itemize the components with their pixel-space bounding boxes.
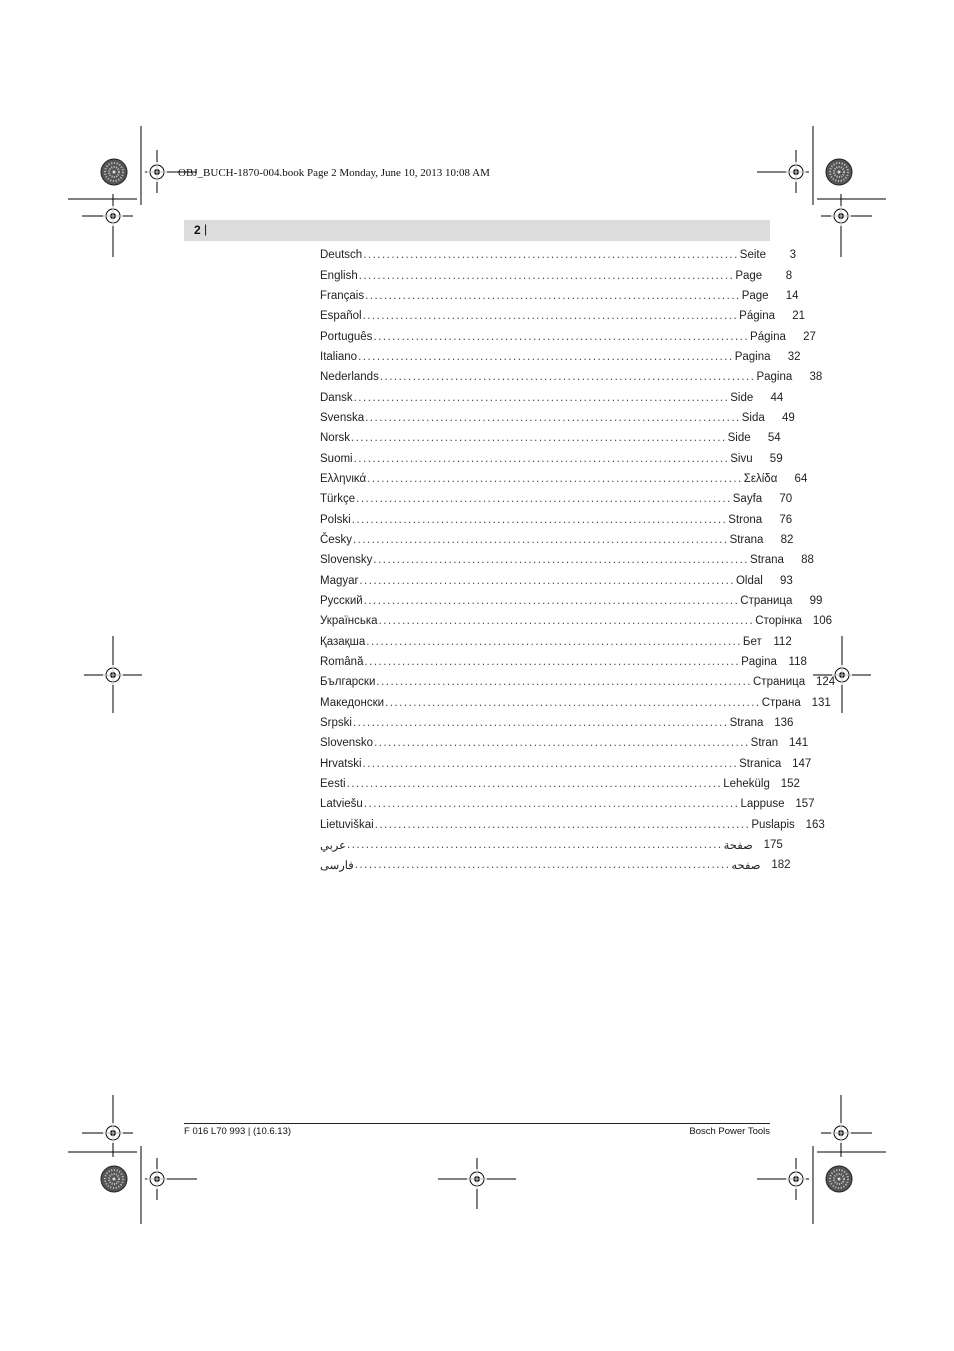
toc-page-number: 124 <box>815 676 836 689</box>
toc-page-number: 49 <box>781 411 795 424</box>
color-target-icon <box>101 159 127 185</box>
toc-row[interactable] <box>320 855 791 875</box>
registration-mark-icon <box>103 206 123 226</box>
table-of-contents <box>320 245 836 876</box>
toc-language: Português <box>320 330 373 343</box>
toc-page-number: 54 <box>767 432 781 445</box>
toc-language: Polski <box>320 513 351 526</box>
toc-language: Español <box>320 310 362 323</box>
color-target-icon <box>826 159 852 185</box>
toc-language: Русский <box>320 595 363 608</box>
registration-mark-icon <box>467 1169 487 1189</box>
toc-page-number: 59 <box>769 452 783 465</box>
toc-language: Srpski <box>320 717 352 730</box>
toc-page-number: 44 <box>770 391 784 404</box>
toc-leader-dots: ................................................................................ <box>363 595 740 608</box>
registration-mark-icon <box>831 1123 851 1143</box>
toc-leader-dots: ................................................................................ <box>374 818 751 831</box>
toc-page-word: Puslapis <box>751 818 795 831</box>
toc-language: Česky <box>320 533 352 546</box>
toc-row[interactable] <box>320 693 831 713</box>
toc-language: Norsk <box>320 432 351 445</box>
toc-page-number: 88 <box>801 554 814 567</box>
toc-page-number: 3 <box>789 249 797 262</box>
toc-row[interactable] <box>320 815 825 835</box>
toc-page-number: 8 <box>785 269 793 282</box>
toc-page-word: Sivu <box>730 452 753 465</box>
toc-page-word: Stran <box>750 737 779 750</box>
toc-language: Suomi <box>320 452 353 465</box>
toc-page-number: 163 <box>805 818 825 831</box>
toc-leader-dots: ................................................................................ <box>363 798 740 811</box>
toc-leader-dots: ................................................................................ <box>347 839 723 852</box>
toc-row[interactable] <box>320 672 836 692</box>
toc-page-word: Бет <box>742 635 762 648</box>
footer-rule <box>184 1123 770 1124</box>
page-number: 2 <box>194 223 201 237</box>
toc-row[interactable] <box>320 509 793 529</box>
toc-leader-dots: ................................................................................ <box>374 737 750 750</box>
toc-language: Nederlands <box>320 371 379 384</box>
toc-page-number: 38 <box>809 371 823 384</box>
toc-page-word: Stranica <box>739 757 782 770</box>
toc-page-number: 76 <box>779 513 793 526</box>
toc-leader-dots: ................................................................................ <box>359 574 735 587</box>
toc-row[interactable] <box>320 265 793 285</box>
file-info: OBJ_BUCH-1870-004.book Page 2 Monday, June 10, 2013 10:08 AM <box>178 167 490 179</box>
toc-leader-dots: ................................................................................ <box>353 391 730 404</box>
toc-page-word: Página <box>739 310 775 323</box>
toc-page-word: Сторінка <box>755 615 803 628</box>
toc-page-word: Strona <box>728 513 763 526</box>
registration-mark-icon <box>786 162 806 182</box>
toc-row[interactable] <box>320 347 801 367</box>
toc-page-word: صفحة <box>723 840 753 853</box>
toc-row[interactable] <box>320 408 795 428</box>
toc-page-word: Strana <box>729 533 764 546</box>
toc-leader-dots: ................................................................................ <box>362 310 739 323</box>
toc-row[interactable] <box>320 571 793 591</box>
toc-language: عربي <box>320 840 346 853</box>
toc-page-word: Strana <box>750 554 784 567</box>
toc-page-word: Strana <box>729 717 764 730</box>
registration-mark-icon <box>103 1123 123 1143</box>
registration-mark-icon <box>831 206 851 226</box>
toc-row[interactable] <box>320 591 823 611</box>
toc-row[interactable] <box>320 448 783 468</box>
toc-language: Deutsch <box>320 249 363 262</box>
toc-row[interactable] <box>320 774 800 794</box>
toc-row[interactable] <box>320 632 792 652</box>
toc-page-number: 27 <box>803 330 816 343</box>
toc-leader-dots: ................................................................................ <box>352 533 729 546</box>
toc-row[interactable] <box>320 652 807 672</box>
toc-page-word: Lehekülg <box>723 778 770 791</box>
toc-leader-dots: ................................................................................ <box>373 330 750 343</box>
toc-row[interactable] <box>320 733 809 753</box>
toc-page-word: Page <box>741 289 769 302</box>
color-target-icon <box>101 1166 127 1192</box>
toc-page-number: 147 <box>792 757 812 770</box>
toc-page-number: 106 <box>812 615 833 628</box>
toc-page-word: Pagina <box>756 371 793 384</box>
toc-page-word: Sayfa <box>732 493 763 506</box>
registration-mark-icon <box>147 1169 167 1189</box>
toc-row[interactable] <box>320 713 794 733</box>
toc-page-word: Página <box>750 330 786 343</box>
registration-mark-icon <box>786 1169 806 1189</box>
toc-row[interactable] <box>320 428 781 448</box>
toc-leader-dots: ................................................................................ <box>353 452 730 465</box>
color-target-icon <box>826 1166 852 1192</box>
toc-page-number: 99 <box>809 595 823 608</box>
toc-language: Slovensky <box>320 554 373 567</box>
toc-page-word: Oldal <box>735 574 763 587</box>
toc-page-number: 21 <box>792 310 805 323</box>
toc-page-number: 141 <box>788 737 809 750</box>
toc-leader-dots: ................................................................................ <box>351 513 728 526</box>
toc-leader-dots: ................................................................................ <box>376 676 752 689</box>
toc-page-word: صفحه <box>731 860 761 873</box>
toc-row[interactable] <box>320 326 816 346</box>
toc-page-number: 136 <box>774 717 794 730</box>
toc-row[interactable] <box>320 835 783 855</box>
toc-row[interactable] <box>320 794 815 814</box>
page-number-separator: | <box>204 222 208 236</box>
toc-page-number: 157 <box>795 798 815 811</box>
toc-page-number: 82 <box>780 533 794 546</box>
toc-page-word: Pagina <box>741 656 777 669</box>
toc-row[interactable] <box>320 286 799 306</box>
page-header-bar <box>184 220 770 241</box>
toc-leader-dots: ................................................................................ <box>366 635 742 648</box>
toc-language: Українська <box>320 615 378 628</box>
toc-language: Italiano <box>320 350 358 363</box>
toc-row[interactable] <box>320 530 794 550</box>
toc-row[interactable] <box>320 367 823 387</box>
toc-row[interactable] <box>320 489 793 509</box>
toc-row[interactable] <box>320 754 812 774</box>
toc-leader-dots: ................................................................................ <box>385 696 761 709</box>
toc-leader-dots: ................................................................................ <box>365 411 741 424</box>
toc-page-word: Страна <box>761 696 801 709</box>
toc-leader-dots: ................................................................................ <box>346 778 723 791</box>
toc-page-word: Lappuse <box>740 798 785 811</box>
toc-leader-dots: ................................................................................ <box>378 615 755 628</box>
toc-language: Dansk <box>320 391 353 404</box>
toc-page-number: 70 <box>779 493 793 506</box>
footer-document-code: F 016 L70 993 | (10.6.13) <box>184 1126 292 1137</box>
toc-language: Slovensko <box>320 737 374 750</box>
toc-page-word: Sida <box>741 411 765 424</box>
toc-page-word: Страница <box>753 676 806 689</box>
toc-page-number: 182 <box>771 859 791 872</box>
toc-leader-dots: ................................................................................ <box>373 554 750 567</box>
toc-leader-dots: ................................................................................ <box>358 350 734 363</box>
toc-page-word: Seite <box>739 249 767 262</box>
toc-page-number: 131 <box>811 696 831 709</box>
toc-language: Latviešu <box>320 798 363 811</box>
toc-leader-dots: ................................................................................ <box>367 472 743 485</box>
toc-leader-dots: ................................................................................ <box>354 859 731 872</box>
toc-leader-dots: ................................................................................ <box>362 757 739 770</box>
toc-language: Français <box>320 289 365 302</box>
toc-leader-dots: ................................................................................ <box>363 249 739 262</box>
toc-page-word: Страница <box>740 595 793 608</box>
toc-page-word: Side <box>727 432 751 445</box>
toc-language: Македонски <box>320 696 385 709</box>
toc-page-word: Page <box>735 269 763 282</box>
toc-page-number: 64 <box>794 472 808 485</box>
toc-row[interactable] <box>320 387 784 407</box>
toc-page-number: 32 <box>787 350 801 363</box>
toc-page-number: 14 <box>785 289 799 302</box>
toc-leader-dots: ................................................................................ <box>358 269 735 282</box>
toc-leader-dots: ................................................................................ <box>352 717 729 730</box>
toc-page-word: Side <box>730 391 754 404</box>
toc-leader-dots: ................................................................................ <box>351 432 727 445</box>
toc-language: English <box>320 269 358 282</box>
toc-language: Български <box>320 676 376 689</box>
registration-mark-icon <box>103 665 123 685</box>
registration-mark-icon <box>147 162 167 182</box>
toc-language: فارسی <box>320 860 354 873</box>
toc-row[interactable] <box>320 306 805 326</box>
toc-page-number: 175 <box>763 839 783 852</box>
toc-page-number: 118 <box>788 656 807 669</box>
toc-page-number: 152 <box>780 778 800 791</box>
toc-row[interactable] <box>320 550 814 570</box>
toc-language: Ελληνικά <box>320 472 367 485</box>
toc-row[interactable] <box>320 611 833 631</box>
toc-language: Svenska <box>320 411 365 424</box>
toc-leader-dots: ................................................................................ <box>364 656 741 669</box>
toc-language: Lietuviškai <box>320 818 374 831</box>
toc-leader-dots: ................................................................................ <box>356 493 732 506</box>
toc-page-word: Pagina <box>734 350 771 363</box>
toc-language: Magyar <box>320 574 359 587</box>
toc-page-number: 112 <box>773 635 792 648</box>
toc-row[interactable] <box>320 469 808 489</box>
toc-page-word: Σελίδα <box>743 472 778 485</box>
footer-brand: Bosch Power Tools <box>689 1126 770 1137</box>
toc-leader-dots: ................................................................................ <box>379 371 756 384</box>
toc-row[interactable] <box>320 245 797 265</box>
toc-leader-dots: ................................................................................ <box>365 289 741 302</box>
toc-language: Қазақша <box>320 635 366 648</box>
toc-language: Eesti <box>320 778 346 791</box>
toc-language: Hrvatski <box>320 757 362 770</box>
toc-language: Türkçe <box>320 493 356 506</box>
toc-page-number: 93 <box>780 574 793 587</box>
toc-language: Română <box>320 656 364 669</box>
